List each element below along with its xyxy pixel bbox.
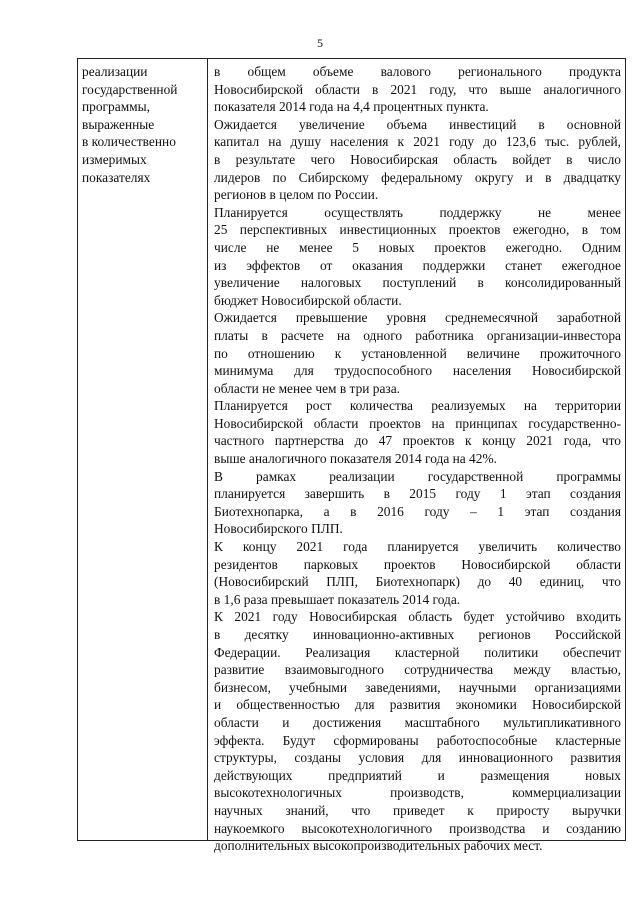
paragraph-line: 25 перспективных инвестиционных проектов ежегодно, в том xyxy=(214,222,621,238)
paragraph xyxy=(214,538,621,608)
left-cell-line: реализации xyxy=(82,64,148,79)
left-cell-line: выраженные xyxy=(82,116,155,132)
paragraph-line: К концу 2021 года планируется увеличить количество xyxy=(214,539,621,555)
paragraph-line: Планируется рост количества реализуемых на территории xyxy=(214,398,621,414)
paragraph-line: капитал на душу населения к 2021 году до 123,6 тыс. рублей, xyxy=(214,134,621,150)
paragraph-line: Ожидается превышение уровня среднемесячной заработной xyxy=(214,310,621,326)
paragraph xyxy=(214,397,621,467)
paragraph-line: Новосибирской области в 2021 году, что выше аналогичного xyxy=(214,81,621,97)
document-table xyxy=(77,58,626,854)
paragraph-line: регионов в целом по России. xyxy=(214,187,379,203)
left-cell-line: программы, xyxy=(82,99,150,115)
paragraph-line: Биотехнопарка, а в 2016 году – 1 этап создания xyxy=(214,503,621,519)
paragraph-line: наукоемкого высокотехнологичного производства и созданию xyxy=(214,820,621,836)
paragraph-line: действующих предприятий и размещения новых xyxy=(214,767,621,783)
paragraph-line: резидентов парковых проектов Новосибирской области xyxy=(214,556,621,572)
paragraph xyxy=(214,468,621,538)
paragraph-line: области и достижения масштабного мультипликативного xyxy=(214,714,621,730)
paragraph-line: (Новосибирский ПЛП, Биотехнопарк) до 40 единиц, что xyxy=(214,574,621,590)
paragraph-line: Новосибирского ПЛП. xyxy=(214,521,343,537)
column-divider xyxy=(207,59,208,840)
left-cell-line: показателях xyxy=(82,169,151,185)
paragraph-line: и общественностью для развития экономики Новосибирской xyxy=(214,697,621,713)
paragraph-line: высокотехнологичных производств, коммерциализации xyxy=(214,785,621,801)
paragraph xyxy=(214,309,621,397)
paragraph-line: в общем объеме валового регионального продукта xyxy=(214,64,621,79)
right-cell-expected-results xyxy=(214,63,621,855)
paragraph-line: научных знаний, что приведет к приросту выручки xyxy=(214,802,621,818)
paragraph-line: бюджет Новосибирской области. xyxy=(214,292,402,308)
paragraph-line: В рамках реализации государственной программы xyxy=(214,468,621,484)
paragraph-line: развитие взаимовыгодного сотрудничества между властью, xyxy=(214,662,621,678)
paragraph xyxy=(214,204,621,310)
paragraph xyxy=(214,608,621,854)
paragraph-line: бизнесом, учебными заведениями, научными организациями xyxy=(214,679,621,695)
left-cell-indicator-label xyxy=(82,63,202,186)
paragraph-line: минимума для трудоспособного населения Новосибирской xyxy=(214,363,621,379)
paragraph-line: Федерации. Реализация кластерной политики обеспечит xyxy=(214,644,621,660)
paragraph-line: в десятку инновационно-активных регионов Российской xyxy=(214,627,621,642)
paragraph-line: в результате чего Новосибирская область войдет в число xyxy=(214,151,621,167)
paragraph-line: в 1,6 раза превышает показатель 2014 года. xyxy=(214,591,461,607)
page-number: 5 xyxy=(317,36,323,50)
paragraph-line: выше аналогичного показателя 2014 года на 42%. xyxy=(214,451,497,467)
paragraph-line: структуры, созданы условия для инновационного развития xyxy=(214,750,621,766)
paragraph-line: числе не менее 5 новых проектов ежегодно. Одним xyxy=(214,239,621,255)
paragraph-line: Планируется осуществлять поддержку не менее xyxy=(214,204,621,220)
paragraph-line: по отношению к установленной величине прожиточного xyxy=(214,345,621,361)
paragraph-line: платы в расчете на одного работника организации-инвестора xyxy=(214,327,621,343)
paragraph-line: Ожидается увеличение объема инвестиций в основной xyxy=(214,116,621,132)
left-cell-line: государственной xyxy=(82,81,178,97)
paragraph-line: из эффектов от оказания поддержки станет ежегодное xyxy=(214,257,621,273)
paragraph-line: частного партнерства до 47 проектов к концу 2021 года, что xyxy=(214,433,621,449)
paragraph-line: эффекта. Будут сформированы работоспособные кластерные xyxy=(214,732,621,748)
paragraph xyxy=(214,116,621,204)
paragraph xyxy=(214,63,621,116)
paragraph-line: показателя 2014 года на 4,4 процентных пункта. xyxy=(214,99,489,115)
paragraph-line: Новосибирской области проектов на принципах государственно- xyxy=(214,415,621,431)
paragraph-line: лидеров по Сибирскому федеральному округу и в двадцатку xyxy=(214,169,621,185)
left-cell-line: измеримых xyxy=(82,151,147,167)
left-cell-line: в количественно xyxy=(82,134,176,150)
paragraph-line: К 2021 году Новосибирская область будет устойчиво входить xyxy=(214,609,621,625)
paragraph-line: планируется завершить в 2015 году 1 этап создания xyxy=(214,486,621,502)
paragraph-line: увеличение налоговых поступлений в консолидированный xyxy=(214,275,621,291)
paragraph-line: дополнительных высокопроизводительных рабочих мест. xyxy=(214,838,543,854)
paragraph-line: области не менее чем в три раза. xyxy=(214,380,400,396)
